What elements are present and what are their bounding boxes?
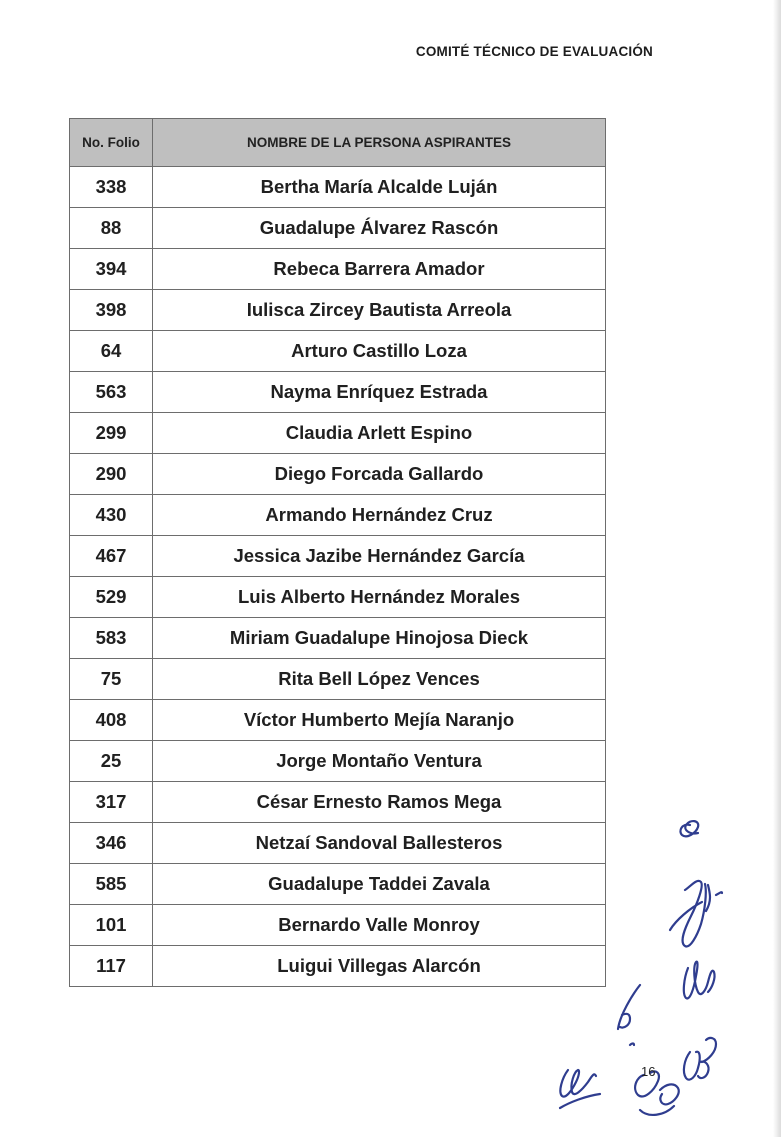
table-row [70,290,606,331]
applicant-name-cell: Guadalupe Álvarez Rascón [153,208,606,249]
folio-cell: 585 [70,864,153,905]
table-row [70,167,606,208]
table-row [70,905,606,946]
table-row [70,331,606,372]
table-row [70,946,606,987]
page-header-title: COMITÉ TÉCNICO DE EVALUACIÓN [415,44,653,59]
table-row [70,208,606,249]
table-row [70,454,606,495]
folio-cell: 338 [70,167,153,208]
applicant-name-cell: Netzaí Sandoval Ballesteros [153,823,606,864]
applicant-name-cell: Rebeca Barrera Amador [153,249,606,290]
applicant-name-cell: Luis Alberto Hernández Morales [153,577,606,618]
table-row [70,577,606,618]
folio-cell: 408 [70,700,153,741]
folio-cell: 64 [70,331,153,372]
applicant-name-cell: Rita Bell López Vences [153,659,606,700]
folio-cell: 75 [70,659,153,700]
folio-cell: 101 [70,905,153,946]
folio-cell: 117 [70,946,153,987]
applicant-name-cell: Miriam Guadalupe Hinojosa Dieck [153,618,606,659]
applicants-table [69,118,606,987]
applicant-name-cell: Claudia Arlett Espino [153,413,606,454]
folio-cell: 467 [70,536,153,577]
table-row [70,659,606,700]
table-header-row [70,119,606,167]
column-header-folio: No. Folio [70,119,153,167]
folio-cell: 583 [70,618,153,659]
folio-cell: 317 [70,782,153,823]
applicant-name-cell: César Ernesto Ramos Mega [153,782,606,823]
applicant-name-cell: Luigui Villegas Alarcón [153,946,606,987]
folio-cell: 394 [70,249,153,290]
table-row [70,741,606,782]
handwritten-signatures-icon [540,790,781,1137]
table-row [70,700,606,741]
folio-cell: 299 [70,413,153,454]
folio-cell: 430 [70,495,153,536]
table-row [70,823,606,864]
folio-cell: 25 [70,741,153,782]
applicant-name-cell: Diego Forcada Gallardo [153,454,606,495]
folio-cell: 346 [70,823,153,864]
folio-cell: 529 [70,577,153,618]
table-row [70,495,606,536]
applicant-name-cell: Iulisca Zircey Bautista Arreola [153,290,606,331]
applicant-name-cell: Víctor Humberto Mejía Naranjo [153,700,606,741]
applicant-name-cell: Bernardo Valle Monroy [153,905,606,946]
applicant-name-cell: Arturo Castillo Loza [153,331,606,372]
applicant-name-cell: Guadalupe Taddei Zavala [153,864,606,905]
folio-cell: 290 [70,454,153,495]
applicant-name-cell: Jorge Montaño Ventura [153,741,606,782]
folio-cell: 88 [70,208,153,249]
table-row [70,372,606,413]
table-row [70,536,606,577]
page-number: 16 [641,1064,656,1079]
table-body [70,167,606,987]
table-row [70,413,606,454]
applicant-name-cell: Nayma Enríquez Estrada [153,372,606,413]
table-row [70,249,606,290]
table-row [70,864,606,905]
table-row [70,618,606,659]
column-header-name: NOMBRE DE LA PERSONA ASPIRANTES [153,119,606,167]
folio-cell: 563 [70,372,153,413]
table-row [70,782,606,823]
applicant-name-cell: Bertha María Alcalde Luján [153,167,606,208]
folio-cell: 398 [70,290,153,331]
applicant-name-cell: Jessica Jazibe Hernández García [153,536,606,577]
applicant-name-cell: Armando Hernández Cruz [153,495,606,536]
